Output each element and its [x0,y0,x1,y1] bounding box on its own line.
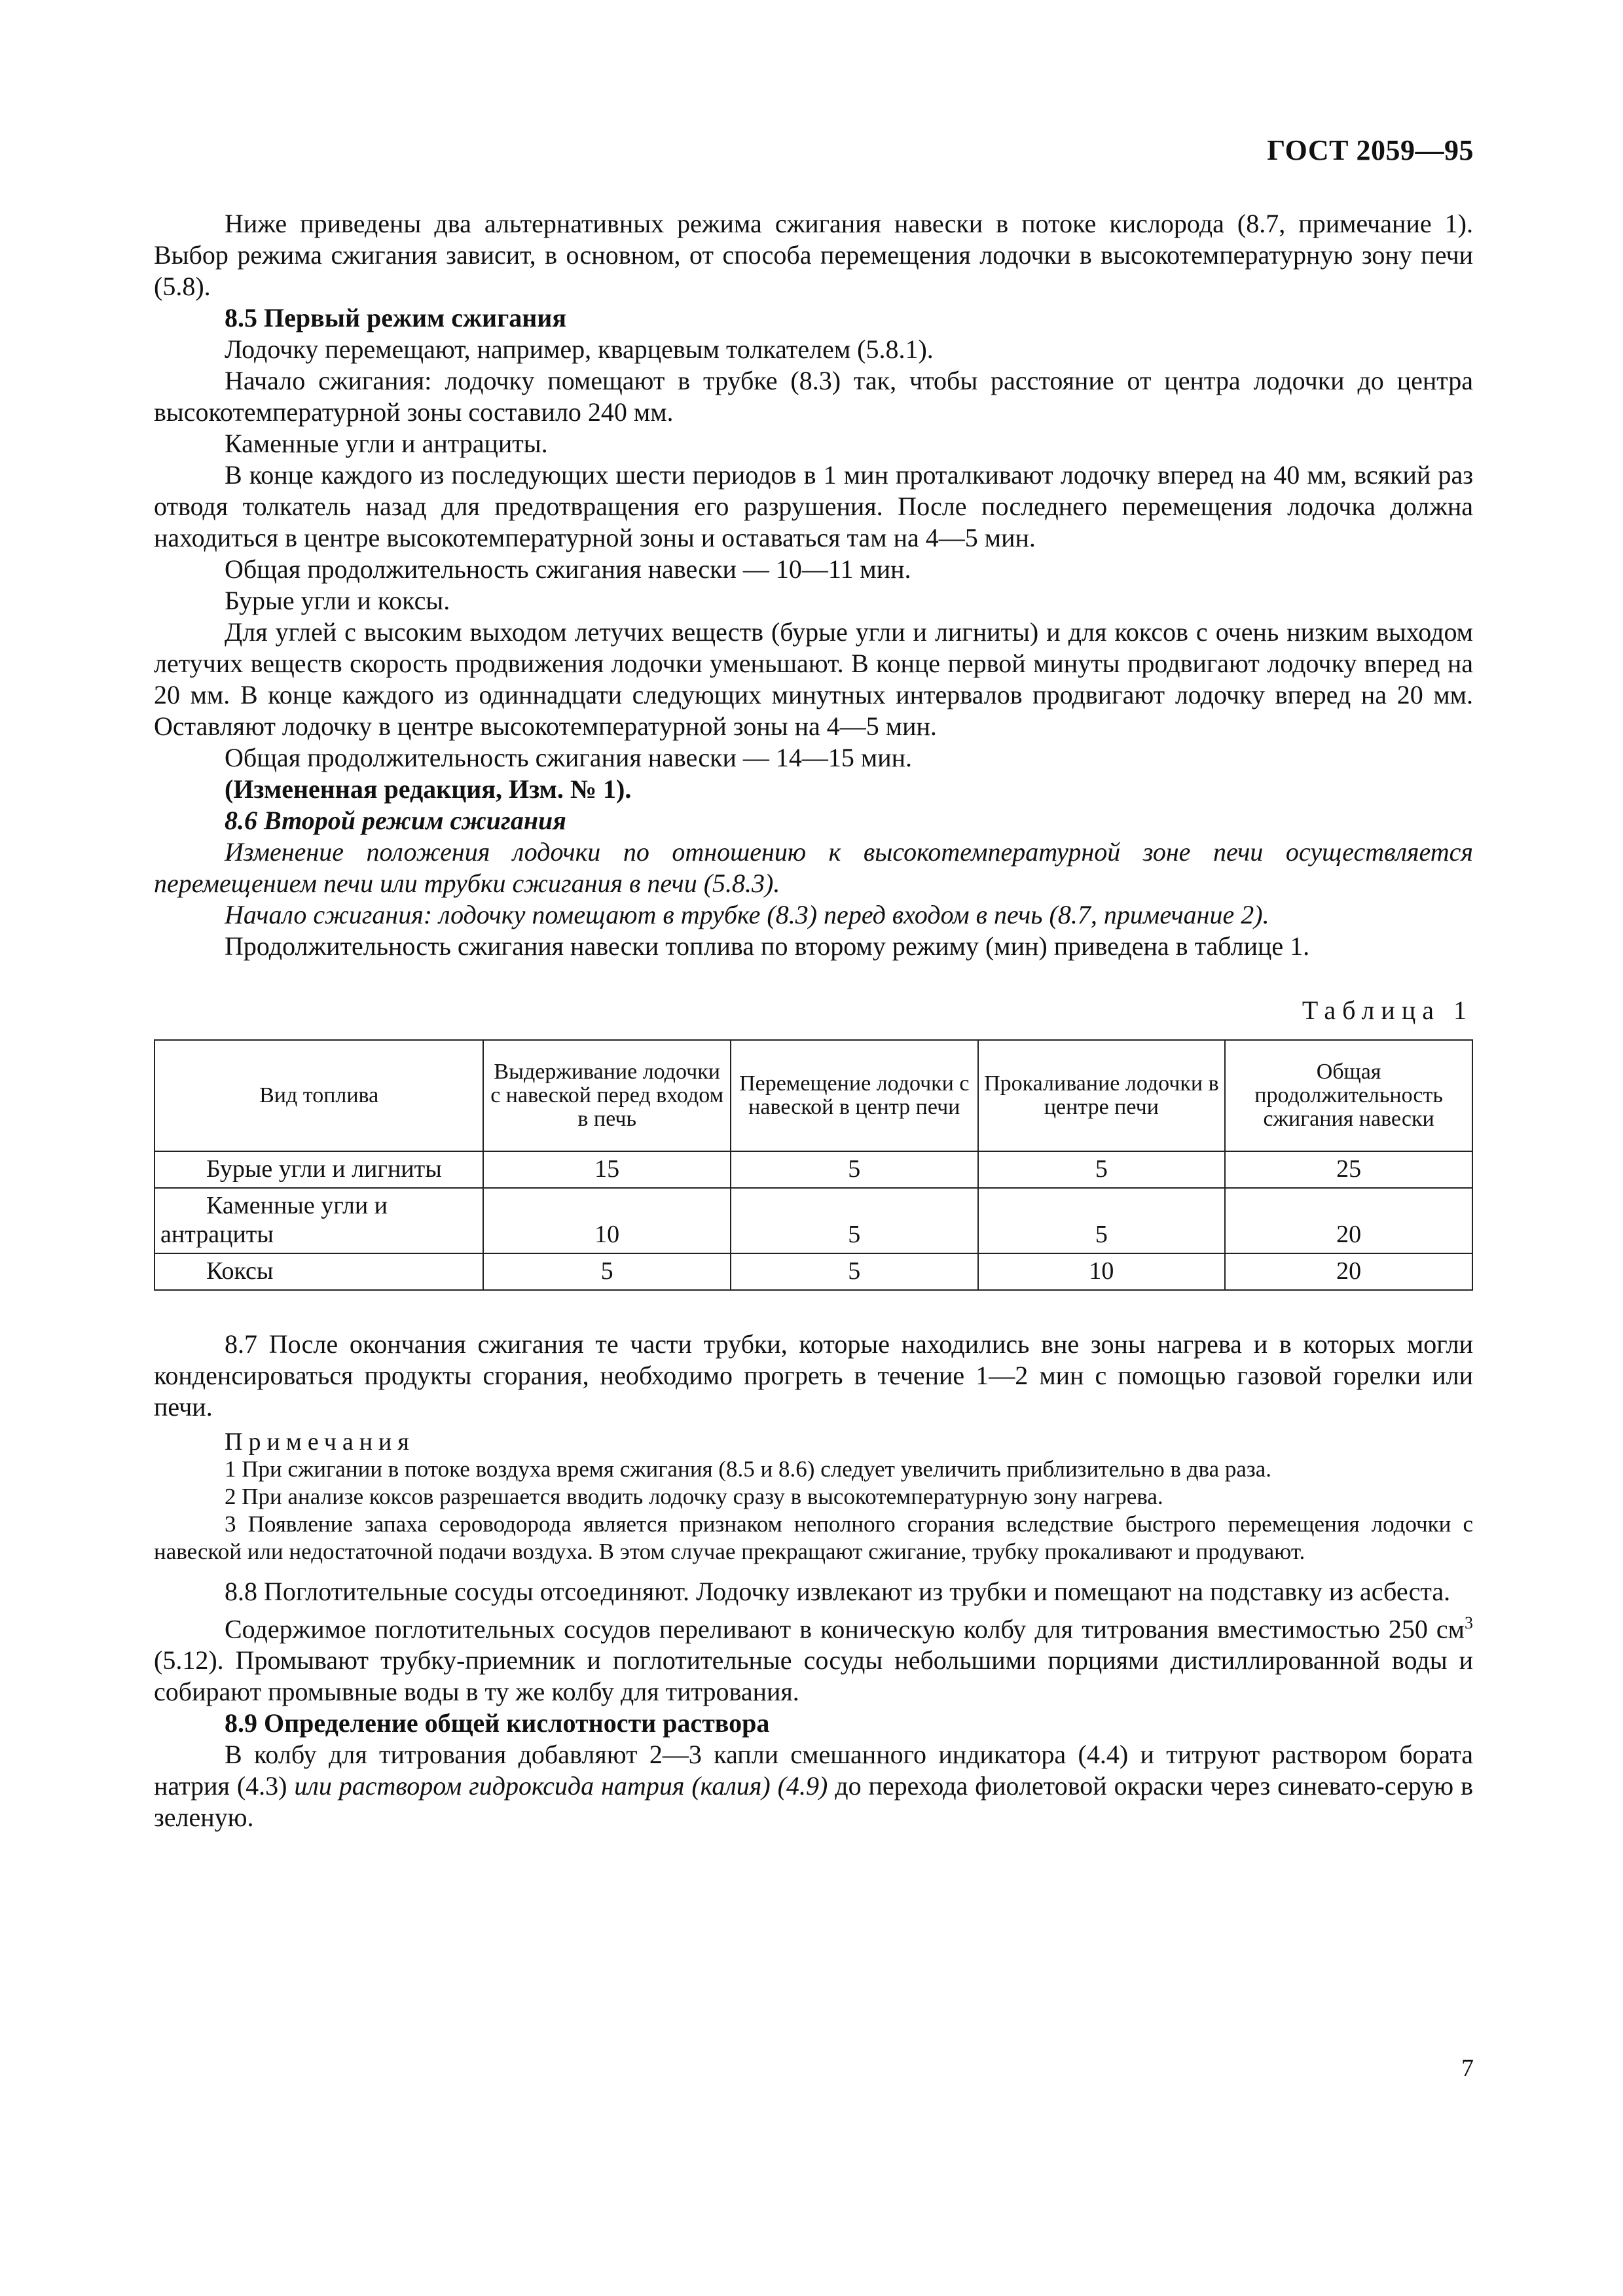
table-cell: 20 [1225,1253,1472,1290]
text-run: до перехода фиолетовой окраски через синевато-серую в зеленую. [154,1771,1474,1833]
column-header: Общая продолжительность сжигания навески [1225,1040,1472,1151]
note-item: 1 При сжигании в потоке воздуха время сжигания (8.5 и 8.6) следует увеличить приблизительно в два раза. [225,1456,1272,1482]
paragraph: В конце каждого из последующих шести периодов в 1 мин проталкивают лодочку вперед на 40 мм, всякий раз отводя толкатель назад для предотвращения его разрушения. После последнего перемещения лодочка должна находиться в центре высокотемпературной зоны и оставаться там на 4—5 мин. [154,460,1473,552]
table-caption: Таблица 1 [1302,996,1473,1025]
paragraph: Продолжительность сжигания навески топлива по второму режиму (мин) приведена в таблице 1. [225,931,1310,961]
paragraph: Бурые угли и коксы. [225,586,450,615]
page-number: 7 [1461,2054,1474,2082]
text-run: В колбу для титрования добавляют 2—3 капли смешанного индикатора (4.4) и титруют раствором бората натрия (4.3) [154,1740,1473,1801]
section-8-7-paragraph: 8.7 После окончания сжигания те части трубки, которые находились вне зоны нагрева и в которых могли конденсироваться продукты сгорания, необходимо прогреть в течение 1—2 мин с помощью газовой горелки или печи. [154,1329,1473,1422]
paragraph: Каменные угли и антрациты. [225,429,548,458]
text-run: (5.12). Промывают трубку-приемник и поглотительные сосуды небольшими порциями дистиллированной воды и собирают промывные воды в ту же колбу для титрования. [154,1645,1473,1707]
column-header: Перемещение лодочки с навеской в центр печи [731,1040,978,1151]
paragraph: Начало сжигания: лодочку помещают в трубке (8.3) перед входом в печь (8.7, примечание 2). [225,900,1269,929]
paragraph: Изменение положения лодочки по отношению к высокотемпературной зоне печи осуществляется перемещением печи или трубки сжигания в печи (5.8.3). [154,837,1473,898]
note-item: 3 Появление запаха сероводорода является признаком неполного сгорания вследствие быстрого перемещения лодочки с навеской или недостаточной подачи воздуха. В этом случае прекращают сжигание, трубку прокаливают и продувают. [154,1511,1473,1564]
table-row [155,1253,1472,1290]
text-run-italic: или раствором гидроксида натрия (калия) (4.9) [294,1771,828,1801]
table-row [155,1151,1472,1188]
table-row [155,1188,1472,1253]
column-header: Вид топлива [155,1040,483,1151]
fuel-type-cell: Коксы [155,1253,483,1290]
table-cell: 5 [731,1253,978,1290]
paragraph: Лодочку перемещают, например, кварцевым толкателем (5.8.1). [225,334,934,364]
document-header: ГОСТ 2059—95 [1267,134,1474,166]
table-cell: 5 [978,1151,1226,1188]
table-header-row [155,1040,1472,1151]
section-8-8-paragraph: 8.8 Поглотительные сосуды отсоединяют. Лодочку извлекают из трубки и помещают на подставку из асбеста. [225,1577,1451,1606]
table-cell: 25 [1225,1151,1472,1188]
column-header: Прокаливание лодочки в центре печи [978,1040,1226,1151]
burn-duration-table [154,1039,1473,1291]
table-cell: 5 [731,1188,978,1253]
paragraph: Для углей с высоким выходом летучих веществ (бурые угли и лигниты) и для коксов с очень низким выходом летучих веществ скорость продвижения лодочки уменьшают. В конце первой минуты продвигают лодочку вперед на 20 мм. В конце каждого из одиннадцати следующих минутных интервалов продвигают лодочку вперед на 20 мм. Оставляют лодочку в центре высокотемпературной зоны на 4—5 мин. [154,617,1473,741]
superscript: 3 [1465,1613,1473,1632]
column-header: Выдерживание лодочки с навеской перед входом в печь [483,1040,731,1151]
table-cell: 20 [1225,1188,1472,1253]
note-item: 2 При анализе коксов разрешается вводить лодочку сразу в высокотемпературную зону нагрева. [225,1484,1163,1509]
amendment-note: (Измененная редакция, Изм. № 1). [225,774,632,804]
paragraph [154,1739,1473,1833]
section-8-9-heading: 8.9 Определение общей кислотности раствора [225,1708,770,1738]
fuel-type-cell: Каменные угли и антрациты [155,1188,483,1253]
table-cell: 5 [731,1151,978,1188]
notes-block [154,1428,1473,1566]
table-cell: 10 [483,1188,731,1253]
document-body [154,208,1473,1833]
intro-paragraph: Ниже приведены два альтернативных режима сжигания навески в потоке кислорода (8.7, примечание 1). Выбор режима сжигания зависит, в основном, от способа перемещения лодочки в высокотемпературную зону печи (5.8). [154,209,1473,301]
table-cell: 5 [978,1188,1226,1253]
paragraph: Общая продолжительность сжигания навески — 14—15 мин. [225,743,913,772]
section-8-6-heading: 8.6 Второй режим сжигания [225,806,566,835]
fuel-type-cell: Бурые угли и лигниты [155,1151,483,1188]
paragraph: Общая продолжительность сжигания навески — 10—11 мин. [225,554,911,584]
table-cell: 5 [483,1253,731,1290]
text-run: Содержимое поглотительных сосудов переливают в коническую колбу для титрования вместимостью 250 см [225,1614,1465,1644]
section-8-5-heading: 8.5 Первый режим сжигания [225,303,566,332]
table-cell: 10 [978,1253,1226,1290]
paragraph [154,1607,1473,1708]
notes-title: Примечания [225,1428,415,1456]
paragraph: Начало сжигания: лодочку помещают в трубке (8.3) так, чтобы расстояние от центра лодочки до центра высокотемпературной зоны составило 240 мм. [154,366,1473,427]
table-cell: 15 [483,1151,731,1188]
